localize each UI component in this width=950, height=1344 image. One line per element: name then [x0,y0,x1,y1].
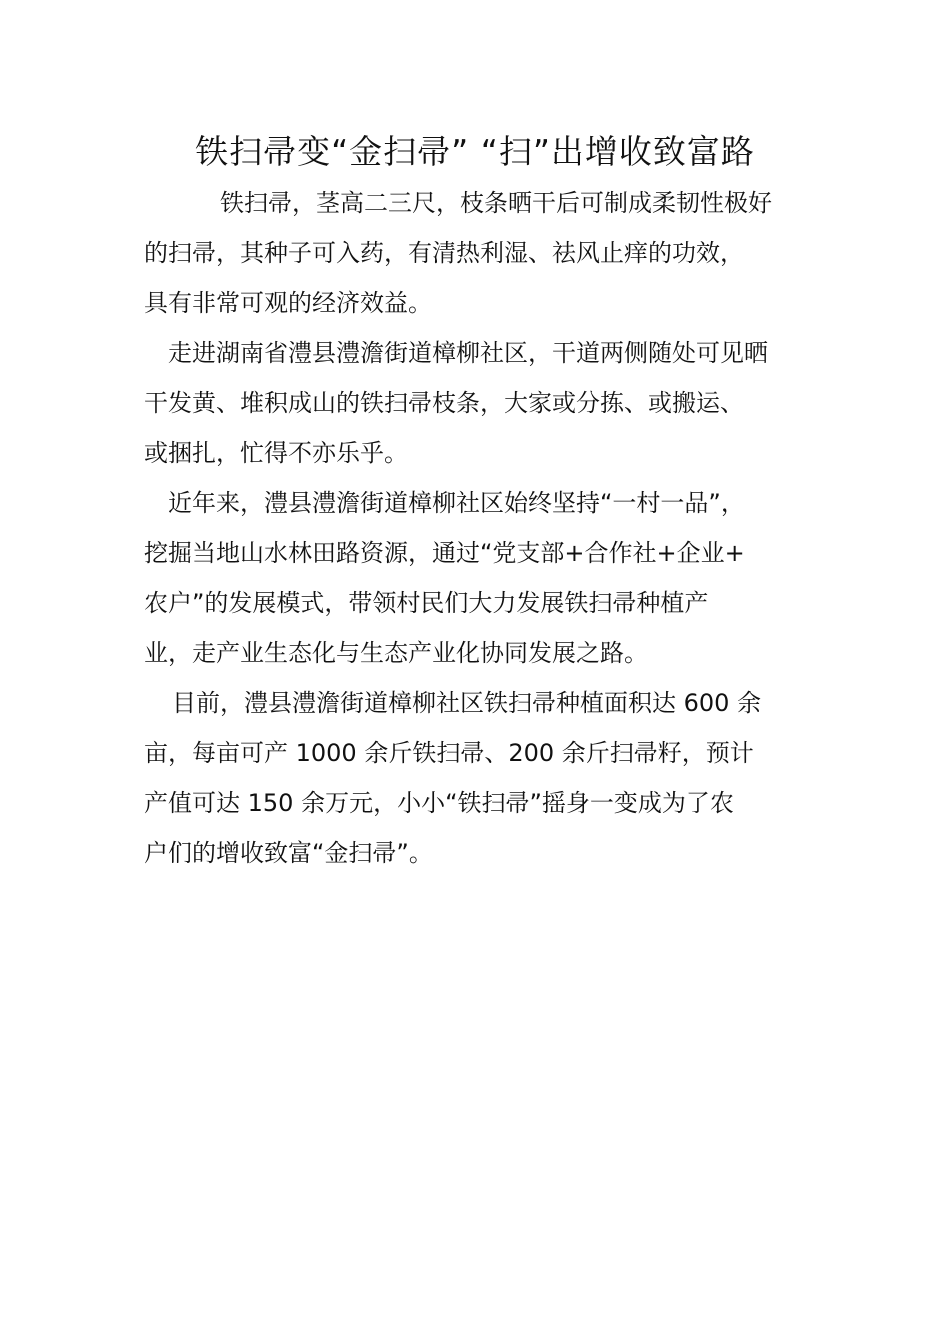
paragraph-scene [144,328,810,478]
article-title: 铁扫帚变“金扫帚” “扫”出增收致富路 [195,132,755,171]
text-line: 亩，每亩可产 1000 余斤铁扫帚、200 余斤扫帚籽，预计 [144,739,754,767]
text-line: 目前，澧县澧澹街道樟柳社区铁扫帚种植面积达 600 余 [172,689,762,717]
paragraph-intro [144,178,810,328]
text-line: 具有非常可观的经济效益。 [144,289,432,317]
text-line: 干发黄、堆积成山的铁扫帚枝条，大家或分拣、或搬运、 [144,389,744,417]
text-line: 农户”的发展模式，带领村民们大力发展铁扫帚种植产 [144,589,709,617]
text-line: 近年来，澧县澧澹街道樟柳社区始终坚持“一村一品”， [168,489,745,517]
text-line: 走进湖南省澧县澧澹街道樟柳社区，干道两侧随处可见晒 [168,339,768,367]
paragraph-results [144,678,810,878]
paragraph-development [144,478,810,678]
text-line: 的扫帚，其种子可入药，有清热利湿、祛风止痒的功效， [144,239,744,267]
text-line: 或捆扎，忙得不亦乐乎。 [144,439,408,467]
text-line: 铁扫帚，茎高二三尺，枝条晒干后可制成柔韧性极好 [220,189,772,217]
text-line: 业，走产业生态化与生态产业化协同发展之路。 [144,639,648,667]
text-line: 挖掘当地山水林田路资源，通过“党支部+合作社+企业+ [144,539,745,567]
text-line: 产值可达 150 余万元，小小“铁扫帚”摇身一变成为了农 [144,789,734,817]
text-line: 户们的增收致富“金扫帚”。 [144,839,433,867]
article-body [144,178,810,878]
